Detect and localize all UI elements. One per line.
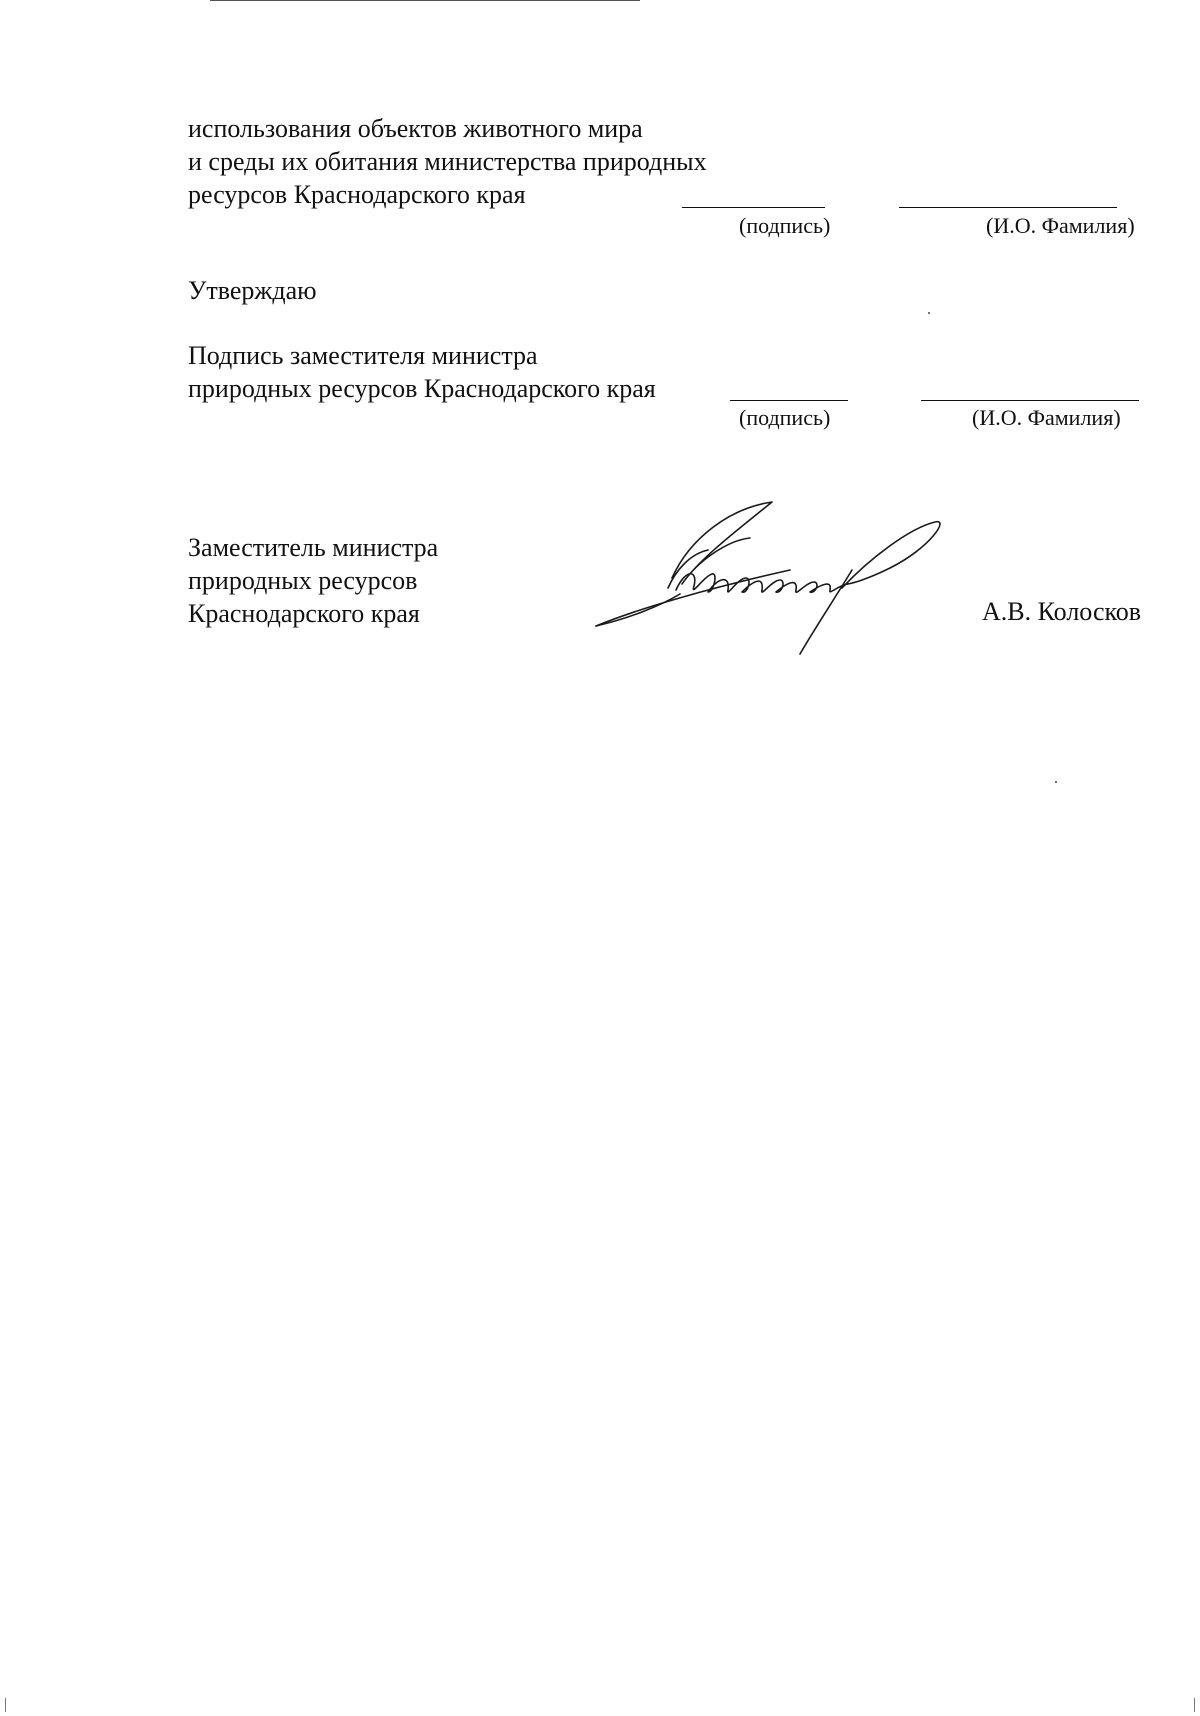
speck-2 [1055,781,1058,784]
block2-line2: природных ресурсов Краснодарского края [188,374,656,403]
signer-line1: Заместитель министра [188,533,439,562]
block2-caption-name: (И.О. Фамилия) [972,405,1121,430]
block2-line1: Подпись заместителя министра [188,341,538,370]
signer-name: А.В. Колосков [982,597,1142,626]
block2-name-line [921,400,1139,401]
block1-caption-signature: (подпись) [739,213,831,238]
signer-line2: природных ресурсов [188,566,418,595]
block2-signature-line [730,400,848,401]
margin-mark-left [5,1698,6,1712]
block1-caption-name: (И.О. Фамилия) [986,213,1135,238]
margin-mark-right [1194,1698,1195,1712]
block1-name-line [899,207,1117,208]
speck [928,312,930,314]
block1-line2: и среды их обитания министерства природных [188,147,707,176]
block1-line3: ресурсов Краснодарского края [188,180,526,209]
top-rule [210,0,640,3]
block1-line1: использования объектов животного мира [188,114,643,143]
signer-line3: Краснодарского края [188,599,420,628]
handwritten-signature [590,498,970,658]
approve-label: Утверждаю [188,276,317,305]
block2-caption-signature: (подпись) [739,405,831,430]
block1-signature-line [682,207,825,208]
